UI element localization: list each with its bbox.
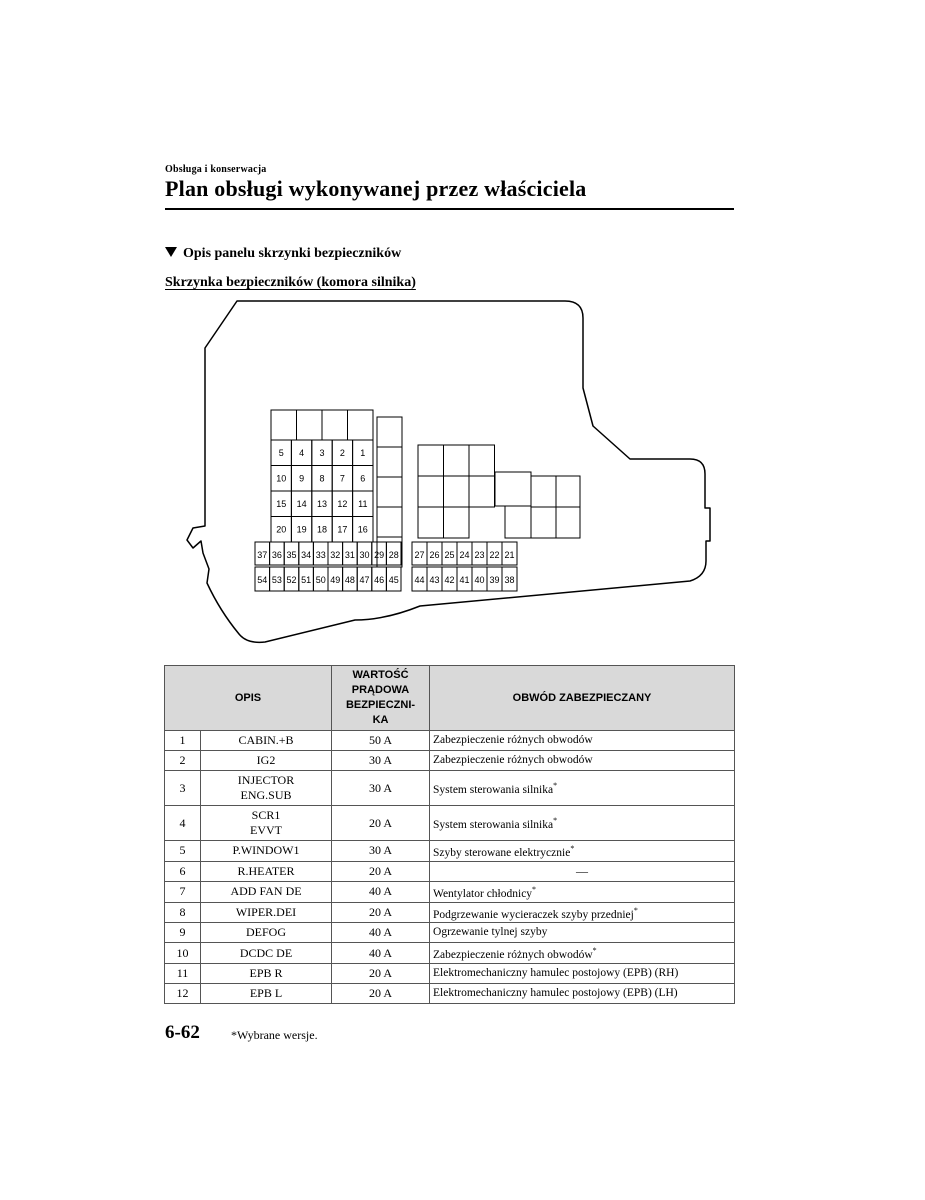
fuse-rating-cell: 40 A <box>332 923 430 943</box>
fuse-desc-cell <box>201 806 332 841</box>
fuse-circuit-text: Zabezpieczenie różnych obwodów <box>433 754 593 766</box>
fuse-number: 20 <box>276 524 287 535</box>
table-row <box>165 902 735 923</box>
fuse-number: 6 <box>360 473 366 484</box>
fuse-number: 52 <box>286 575 297 585</box>
fuse-circuit-cell <box>430 881 735 902</box>
fuse-rating-cell: 30 A <box>332 751 430 771</box>
fuse-desc-line: P.WINDOW1 <box>232 843 300 858</box>
fuse-desc-cell <box>201 943 332 964</box>
fuse-number: 24 <box>459 550 470 560</box>
table-row <box>165 751 735 771</box>
fuse-circuit-cell <box>430 751 735 771</box>
fuse-desc-cell <box>201 881 332 902</box>
fuse-number-cell: 6 <box>165 861 201 881</box>
fuse-desc-line: ENG.SUB <box>240 788 292 802</box>
fuse-circuit-text: System sterowania silnika <box>433 818 554 831</box>
fuse-number-cell: 3 <box>165 771 201 806</box>
fuse-circuit-cell <box>430 923 735 943</box>
fuse-desc-line: EPB R <box>249 966 283 981</box>
fuse-number: 12 <box>337 499 348 509</box>
fuse-desc-line: DCDC DE <box>239 945 293 960</box>
fuse-circuit-cell <box>430 902 735 923</box>
footnote-marker: * <box>553 781 558 791</box>
fuse-desc-line: EVVT <box>250 823 282 837</box>
fuse-number: 4 <box>299 448 305 458</box>
fuse-desc-cell <box>201 771 332 806</box>
fuse-desc-line: SCR1 <box>251 808 281 822</box>
relay-slot <box>377 477 402 507</box>
header-rating-line: KA <box>372 714 389 726</box>
fuse-number-cell: 10 <box>165 943 201 964</box>
header-desc: OPIS <box>165 666 332 731</box>
relay-slot <box>556 476 580 507</box>
fuse-desc-line: WIPER.DEI <box>235 905 297 920</box>
fuse-number: 48 <box>344 575 355 585</box>
fuse-number: 47 <box>359 575 370 585</box>
relay-slot <box>377 507 402 537</box>
fuse-number: 26 <box>429 550 440 560</box>
fuse-desc-cell <box>201 964 332 984</box>
fuse-number: 1 <box>360 448 366 458</box>
fuse-circuit-text: — <box>576 863 589 878</box>
relay-slot <box>469 445 495 476</box>
footnote-marker: * <box>633 905 638 915</box>
fuse-table <box>164 665 735 1004</box>
relay-slot <box>556 507 580 538</box>
fuse-rating-cell: 20 A <box>332 964 430 984</box>
fuse-circuit-text: Ogrzewanie tylnej szyby <box>433 926 548 939</box>
fuse-number-cell: 9 <box>165 923 201 943</box>
table-row <box>165 771 735 806</box>
fuse-circuit-text: Podgrzewanie wycieraczek szyby przedniej <box>433 908 634 921</box>
fuse-number: 39 <box>489 575 500 585</box>
fuse-rating-cell: 40 A <box>332 943 430 964</box>
relay-slot <box>348 410 374 440</box>
subheading-text: Opis panelu skrzynki bezpieczników <box>183 246 402 261</box>
fuse-circuit-text: Szyby sterowane elektrycznie <box>433 846 571 859</box>
fuse-number: 25 <box>444 550 455 560</box>
fuse-number: 11 <box>358 499 368 509</box>
fuse-number-cell: 4 <box>165 806 201 841</box>
fuse-circuit-cell <box>430 964 735 984</box>
fuse-number: 49 <box>330 575 341 585</box>
fuse-circuit-cell <box>430 943 735 964</box>
fuse-number: 5 <box>278 448 284 458</box>
fuse-number-cell: 7 <box>165 881 201 902</box>
footnote-marker: * <box>532 884 537 894</box>
triangle-down-icon <box>165 247 177 257</box>
footnote-marker: * <box>592 946 597 956</box>
relay-slot <box>495 472 531 506</box>
table-row <box>165 841 735 862</box>
fuse-rating-cell: 20 A <box>332 984 430 1004</box>
relay-slot <box>377 417 402 447</box>
fuse-desc-line: INJECTOR <box>237 773 295 787</box>
fuse-number: 14 <box>296 499 307 509</box>
fuse-number: 13 <box>316 499 328 509</box>
fuse-number: 35 <box>286 550 297 560</box>
page-number: 6-62 <box>165 1022 200 1043</box>
fuse-number: 15 <box>276 499 287 509</box>
fuse-number: 8 <box>319 473 325 484</box>
fuse-desc-cell <box>201 841 332 862</box>
title-rule <box>165 208 734 210</box>
fuse-circuit-cell <box>430 806 735 841</box>
fuse-circuit-cell <box>430 731 735 751</box>
fuse-box-diagram <box>185 296 725 656</box>
fuse-desc-line: R.HEATER <box>237 863 295 878</box>
fuse-circuit-text: System sterowania silnika <box>433 783 554 796</box>
relay-slot <box>444 507 470 538</box>
fuse-desc-cell <box>201 902 332 923</box>
fuse-number: 44 <box>414 575 425 585</box>
fuse-desc-line: IG2 <box>256 753 276 767</box>
fuse-number: 51 <box>301 575 312 585</box>
fuse-number: 10 <box>276 473 287 484</box>
fuse-desc-line: ADD FAN DE <box>230 884 302 899</box>
fuse-number: 37 <box>257 550 268 560</box>
fuse-desc-cell <box>201 751 332 771</box>
fuse-number-cell: 12 <box>165 984 201 1004</box>
table-row <box>165 806 735 841</box>
fuse-circuit-text: Zabezpieczenie różnych obwodów <box>433 734 593 746</box>
table-row <box>165 923 735 943</box>
relay-slot <box>418 445 444 476</box>
fuse-desc-cell <box>201 984 332 1004</box>
fuse-number: 9 <box>299 473 305 484</box>
section-label: Obsługa i konserwacja <box>165 164 267 175</box>
footnote-marker: * <box>553 816 558 826</box>
fuse-number: 46 <box>374 575 385 585</box>
fuse-circuit-cell <box>430 841 735 862</box>
fuse-number: 19 <box>296 524 307 535</box>
fuse-desc-cell <box>201 731 332 751</box>
header-rating <box>332 666 430 731</box>
relay-slot <box>297 410 323 440</box>
fuse-number: 2 <box>339 448 345 458</box>
relay-slot <box>322 410 348 440</box>
fuse-circuit-text: Elektromechaniczny hamulec postojowy (EPB) (RH) <box>433 967 679 980</box>
fuse-circuit-text: Zabezpieczenie różnych obwodów <box>433 949 593 962</box>
fuse-number: 22 <box>489 550 500 560</box>
fuse-number: 32 <box>330 550 341 560</box>
relay-slot <box>531 507 556 538</box>
table-row <box>165 731 735 751</box>
relay-slot <box>271 410 297 440</box>
relay-slot <box>505 506 531 538</box>
fuse-number: 27 <box>414 550 425 560</box>
fuse-number: 54 <box>257 575 268 585</box>
fuse-number: 17 <box>337 524 348 535</box>
fuse-desc-cell <box>201 923 332 943</box>
fuse-rating-cell: 50 A <box>332 731 430 751</box>
fuse-number: 28 <box>388 550 399 560</box>
fuse-circuit-text: Elektromechaniczny hamulec postojowy (EPB) (LH) <box>433 987 678 1000</box>
table-row <box>165 984 735 1004</box>
fuse-number: 31 <box>344 550 355 560</box>
fuse-circuit-cell <box>430 861 735 881</box>
fuse-desc-cell <box>201 861 332 881</box>
fuse-number: 30 <box>359 550 370 560</box>
fuse-desc-line: EPB L <box>249 986 283 1001</box>
fuse-number: 45 <box>388 575 399 585</box>
fuse-number: 42 <box>444 575 455 585</box>
fuse-number: 50 <box>315 575 326 585</box>
table-row <box>165 881 735 902</box>
relay-slot <box>444 476 470 507</box>
relay-slot <box>377 447 402 477</box>
fuse-number: 23 <box>474 550 485 560</box>
fuse-number: 34 <box>301 550 312 560</box>
fuse-rating-cell: 40 A <box>332 881 430 902</box>
fuse-number-cell: 11 <box>165 964 201 984</box>
fuse-rating-cell: 20 A <box>332 861 430 881</box>
fuse-circuit-cell <box>430 771 735 806</box>
table-row <box>165 861 735 881</box>
relay-slot <box>531 476 556 507</box>
table-row <box>165 943 735 964</box>
fuse-number: 36 <box>271 550 282 560</box>
subheading <box>165 246 401 262</box>
fuse-rating-cell: 30 A <box>332 771 430 806</box>
relay-slot <box>418 476 444 507</box>
header-rating-line: PRĄDOWA <box>351 684 410 696</box>
fuse-number: 33 <box>315 550 326 560</box>
header-rating-line: BEZPIECZNI- <box>345 699 416 711</box>
fuse-number-cell: 5 <box>165 841 201 862</box>
fuse-number: 16 <box>357 524 368 535</box>
fuse-number: 18 <box>316 524 328 535</box>
fuse-number: 21 <box>504 550 515 560</box>
header-rating-line: WARTOŚĆ <box>352 669 409 681</box>
fuse-number: 3 <box>319 448 325 458</box>
relay-slot <box>469 476 495 507</box>
fuse-number-cell: 1 <box>165 731 201 751</box>
header-circuit: OBWÓD ZABEZPIECZANY <box>430 666 735 731</box>
fuse-number: 43 <box>429 575 440 585</box>
fuse-number-cell: 2 <box>165 751 201 771</box>
table-row <box>165 964 735 984</box>
fuse-number: 38 <box>504 575 515 585</box>
fuse-rating-cell: 20 A <box>332 902 430 923</box>
fuse-desc-line: CABIN.+B <box>238 733 294 747</box>
fuse-number: 7 <box>339 473 345 484</box>
fuse-number: 29 <box>374 550 385 560</box>
page-title: Plan obsługi wykonywanej przez właściciela <box>165 176 587 201</box>
fuse-rating-cell: 20 A <box>332 806 430 841</box>
fuse-circuit-text: Wentylator chłodnicy <box>433 887 533 900</box>
fuse-desc-line: DEFOG <box>246 925 287 940</box>
footnote: *Wybrane wersje. <box>231 1028 318 1042</box>
fuse-number: 53 <box>271 575 282 585</box>
relay-slot <box>418 507 444 538</box>
fuse-rating-cell: 30 A <box>332 841 430 862</box>
relay-slot <box>444 445 470 476</box>
fusebox-heading: Skrzynka bezpieczników (komora silnika) <box>165 275 416 290</box>
fuse-number: 40 <box>474 575 485 585</box>
fuse-number: 41 <box>459 575 470 585</box>
fuse-circuit-cell <box>430 984 735 1004</box>
footnote-marker: * <box>570 844 575 853</box>
fuse-number-cell: 8 <box>165 902 201 923</box>
